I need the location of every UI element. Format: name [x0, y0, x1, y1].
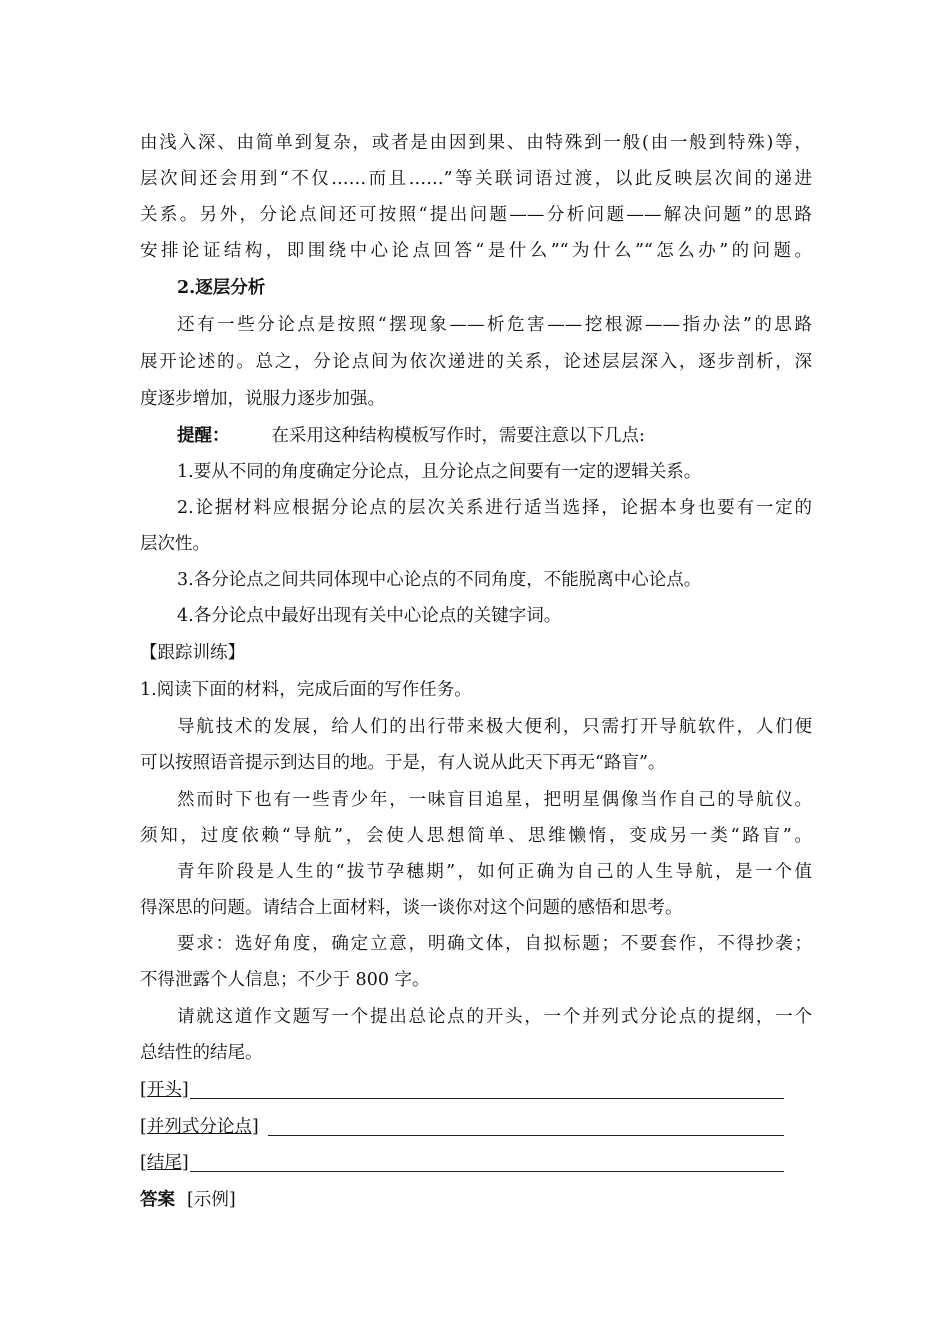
paragraph-line: 层次间还会用到“不仅……而且……”等关联词语过渡，以此反映层次间的递进 — [140, 169, 812, 189]
exercise-question: 1.阅读下面的材料，完成后面的写作任务。 — [140, 680, 472, 700]
paragraph-line: 安排论证结构，即围绕中心论点回答“是什么”“为什么”“怎么办”的问题。 — [140, 241, 812, 261]
tip-line — [140, 424, 812, 448]
answer-line — [140, 1188, 812, 1212]
material-line: 然而时下也有一些青少年，一味盲目追星，把明星偶像当作自己的导航仪。 — [177, 790, 812, 810]
material-line: 请就这道作文题写一个提出总论点的开头，一个并列式分论点的提纲，一个 — [177, 1007, 812, 1027]
answer-label: 答案 — [140, 1190, 175, 1210]
exercise-title: 【跟踪训练】 — [140, 643, 245, 663]
tip-item: 3.各分论点之间共同体现中心论点的不同角度，不能脱离中心论点。 — [177, 570, 702, 590]
material-line: 不得泄露个人信息；不少于 800 字。 — [140, 970, 430, 990]
blank-label: [开头] — [140, 1080, 189, 1100]
material-line: 总结性的结尾。 — [140, 1043, 263, 1063]
answer-blank-ending[interactable] — [140, 1151, 784, 1175]
blank-underline — [268, 1135, 784, 1136]
paragraph-line: 由浅入深、由简单到复杂，或者是由因到果、由特殊到一般(由一般到特殊)等， — [140, 133, 812, 153]
tip-label: 提醒： — [177, 426, 230, 446]
answer-blank-parallel-points[interactable] — [140, 1115, 784, 1139]
section-heading: 2.逐层分析 — [177, 278, 266, 298]
blank-underline — [190, 1171, 784, 1172]
tip-text: 在采用这种结构模板写作时，需要注意以下几点: — [271, 426, 645, 446]
blank-label: [结尾] — [140, 1153, 189, 1173]
material-line: 要求：选好角度，确定立意，明确文体，自拟标题；不要套作，不得抄袭； — [177, 934, 812, 954]
material-line: 导航技术的发展，给人们的出行带来极大便利，只需打开导航软件，人们便 — [177, 717, 812, 737]
paragraph-line: 还有一些分论点是按照“摆现象——析危害——挖根源——指办法”的思路 — [177, 315, 812, 335]
material-line: 须知，过度依赖“导航”，会使人思想简单、思维懒惰，变成另一类“路盲”。 — [140, 826, 812, 846]
tip-item: 层次性。 — [140, 534, 210, 554]
material-line: 可以按照语音提示到达目的地。于是，有人说从此天下再无“路盲”。 — [140, 753, 666, 773]
paragraph-line: 展开论述的。总之，分论点间为依次递进的关系，论述层层深入，逐步剖析，深 — [140, 352, 812, 372]
blank-underline — [190, 1098, 784, 1099]
tip-item: 2.论据材料应根据分论点的层次关系进行适当选择，论据本身也要有一定的 — [177, 498, 812, 518]
answer-blank-opening[interactable] — [140, 1078, 784, 1102]
answer-note: [示例] — [187, 1190, 236, 1210]
material-line: 得深思的问题。请结合上面材料，谈一谈你对这个问题的感悟和思考。 — [140, 898, 683, 918]
blank-label: [并列式分论点] — [140, 1117, 259, 1137]
paragraph-line: 关系。另外，分论点间还可按照“提出问题——分析问题——解决问题”的思路 — [140, 205, 812, 225]
tip-item: 1.要从不同的角度确定分论点，且分论点之间要有一定的逻辑关系。 — [177, 462, 702, 482]
paragraph-line: 度逐步增加，说服力逐步加强。 — [140, 389, 385, 409]
material-line: 青年阶段是人生的“拔节孕穗期”，如何正确为自己的人生导航，是一个值 — [177, 862, 812, 882]
tip-item: 4.各分论点中最好出现有关中心论点的关键字词。 — [177, 606, 562, 626]
